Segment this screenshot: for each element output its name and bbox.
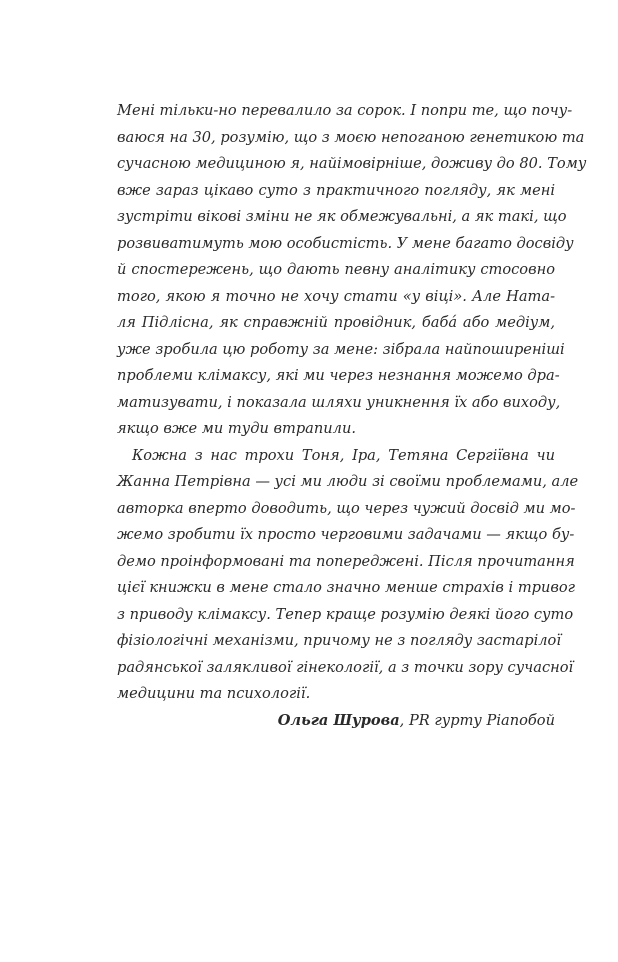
signature-role: , PR гурту Ріапобой bbox=[399, 711, 555, 729]
paragraph1-line: проблеми клімаксу, які ми через незнання можемо дра- bbox=[117, 367, 560, 384]
paragraph1-line: зустріти вікові зміни не як обмежувальні, а як такі, що bbox=[117, 208, 567, 225]
signature-name: Ольга Шурова bbox=[277, 711, 400, 729]
signature bbox=[117, 708, 555, 735]
paragraph2-line: жемо зробити їх просто черговими задачами — якщо бу- bbox=[117, 526, 575, 543]
paragraph2-line: фізіологічні механізми, причому не з погляду застарілої bbox=[117, 632, 561, 649]
paragraph1-line: сучасною медициною я, найімовірніше, доживу до 80. Тому bbox=[117, 155, 587, 172]
paragraph1-line: ля Підлісна, як справжній провідник, бабá або медіум, bbox=[117, 314, 555, 331]
paragraph1-line: матизувати, і показала шляхи уникнення їх або виходу, bbox=[117, 393, 561, 411]
paragraph1-line: розвиватимуть мою особистість. У мене багато досвіду bbox=[117, 234, 574, 252]
review-text bbox=[117, 98, 587, 734]
paragraph2-line: авторка вперто доводить, що через чужий досвід ми мо- bbox=[117, 499, 576, 517]
paragraph2-line: Кожна з нас трохи Тоня, Іра, Тетяна Сергіївна чи bbox=[132, 446, 555, 464]
paragraph1-line: Мені тільки-но перевалило за сорок. І попри те, що почу- bbox=[117, 102, 573, 119]
paragraph2-line: демо проінформовані та попереджені. Після прочитання bbox=[117, 552, 575, 570]
paragraph1-line: якщо вже ми туди втрапили. bbox=[117, 420, 357, 437]
paragraph1-line: уже зробила цю роботу за мене: зібрала найпоширеніші bbox=[117, 340, 565, 358]
paragraph2-line: радянської залякливої гінекології, а з точки зору сучасної bbox=[117, 658, 574, 676]
paragraph1-line: вже зараз цікаво суто з практичного погляду, як мені bbox=[117, 181, 555, 199]
paragraph2-line: Жанна Петрівна — усі ми люди зі своїми проблемами, але bbox=[117, 473, 579, 490]
paragraph2-line: з приводу клімаксу. Тепер краще розумію деякі його суто bbox=[117, 605, 574, 623]
paragraph2-line: цієї книжки в мене стало значно менше страхів і тривог bbox=[117, 579, 576, 596]
paragraph2-line: медицини та психології. bbox=[117, 685, 311, 702]
paragraph1-line: того, якою я точно не хочу стати «у віці». Але Ната- bbox=[117, 287, 555, 305]
paragraph1-line: ваюся на 30, розумію, що з моєю непоганою генетикою та bbox=[117, 128, 585, 146]
paragraph1-line: й спостережень, що дають певну аналітику стосовно bbox=[117, 261, 555, 278]
